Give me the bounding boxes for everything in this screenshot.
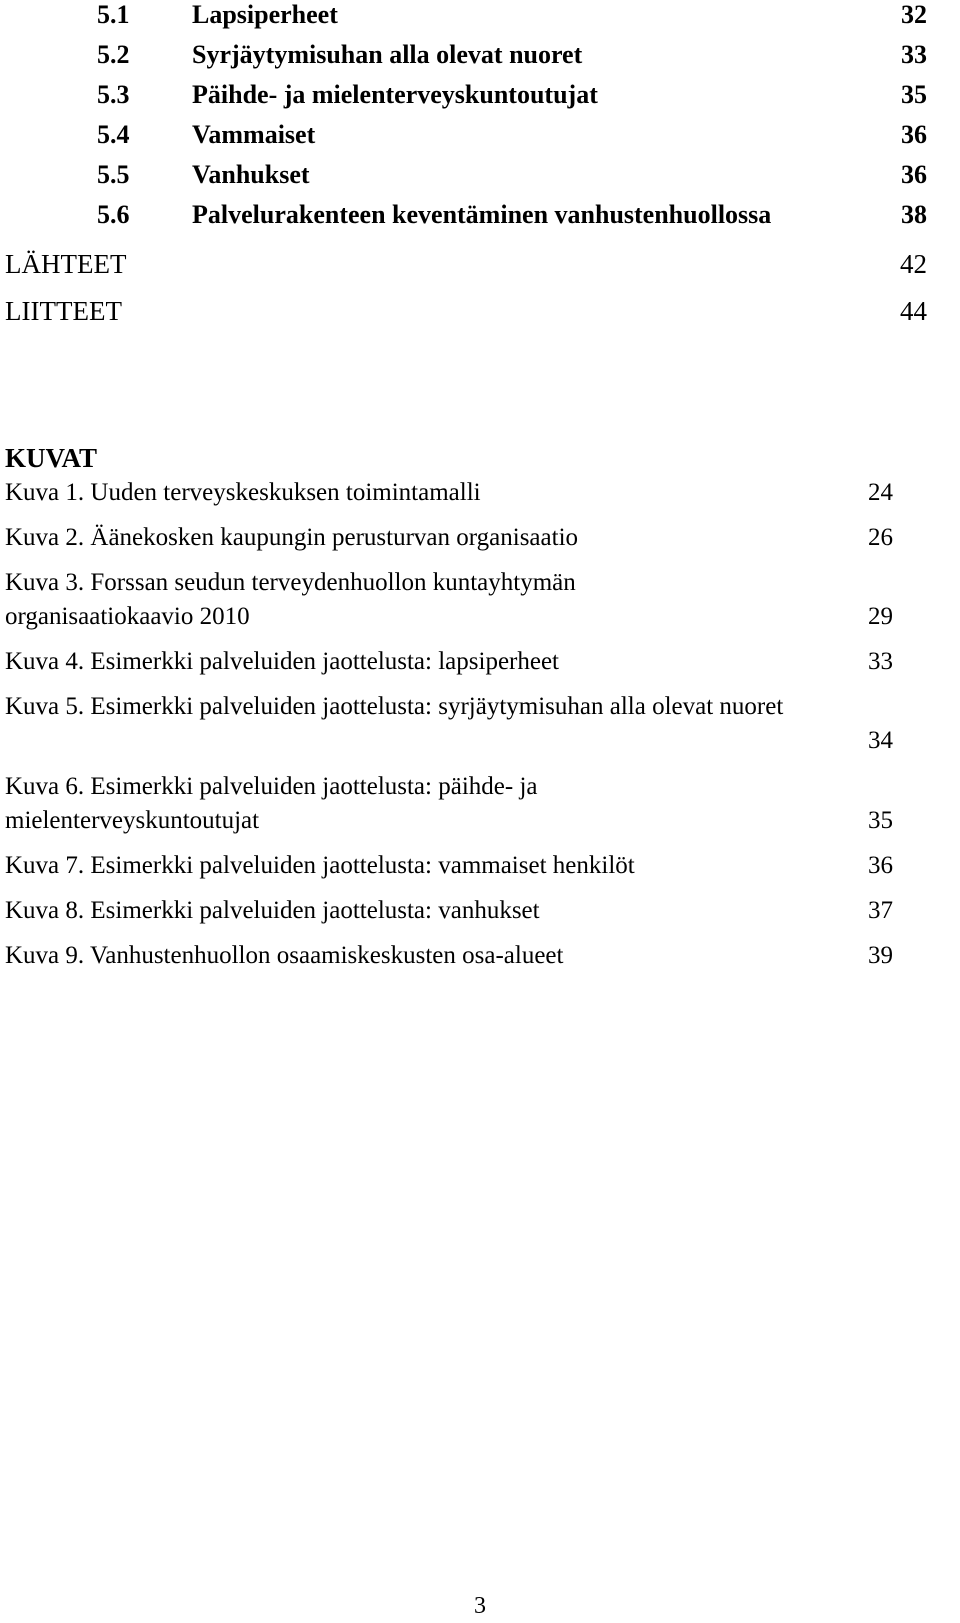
figure-entry-title: Kuva 5. Esimerkki palveluiden jaottelusta: syrjäytymisuhan alla olevat nuoret <box>5 693 784 720</box>
toc-entry-number: 5.3 <box>97 80 130 109</box>
figure-entry-title: Kuva 3. Forssan seudun terveydenhuollon kuntayhtymän organisaatiokaavio 2010 <box>5 569 576 630</box>
toc-entry-page: 36 <box>901 160 927 189</box>
toc-entry-page: 36 <box>901 120 927 149</box>
toc-entry-title: Syrjäytymisuhan alla olevat nuoret <box>192 40 583 69</box>
figures-heading: KUVAT <box>5 443 98 473</box>
toc-entry-liitteet[interactable] <box>5 295 927 331</box>
toc-entry-title: Palvelurakenteen keventäminen vanhustenhuollossa <box>192 200 772 229</box>
figure-entry-page: 35 <box>868 807 893 834</box>
toc-entry[interactable] <box>97 200 927 240</box>
figure-entry[interactable] <box>5 939 893 973</box>
figure-entry[interactable] <box>5 476 893 510</box>
toc-entry-page: 42 <box>900 249 927 279</box>
figure-entry-title: Kuva 8. Esimerkki palveluiden jaottelusta: vanhukset <box>5 897 540 924</box>
toc-entry-page: 44 <box>900 296 927 326</box>
figure-entry-page: 37 <box>868 897 893 924</box>
toc-entry[interactable] <box>97 40 927 80</box>
toc-entry-title: Vammaiset <box>192 120 316 149</box>
toc-entry-lahteet[interactable] <box>5 248 927 284</box>
figure-entry-page: 33 <box>868 648 893 675</box>
toc-entry-page: 33 <box>901 40 927 69</box>
figure-entry-page: 34 <box>868 727 893 754</box>
figure-entry-title: Kuva 9. Vanhustenhuollon osaamiskeskusten osa-alueet <box>5 942 564 969</box>
figure-entry-title: Kuva 4. Esimerkki palveluiden jaottelusta: lapsiperheet <box>5 648 560 675</box>
toc-entry-title: Vanhukset <box>192 160 310 189</box>
toc-entry[interactable] <box>97 160 927 200</box>
toc-entry[interactable] <box>97 80 927 120</box>
figure-entry-page: 24 <box>868 479 893 506</box>
figure-entry-title: Kuva 7. Esimerkki palveluiden jaottelusta: vammaiset henkilöt <box>5 852 635 879</box>
figure-entry[interactable] <box>5 690 893 758</box>
figure-entry-page: 29 <box>868 603 893 630</box>
figure-entry-page: 36 <box>868 852 893 879</box>
figure-entry-title: Kuva 6. Esimerkki palveluiden jaottelusta: päihde- ja mielenterveyskuntoutujat <box>5 773 538 834</box>
toc-entry-title: LIITTEET <box>5 296 122 326</box>
toc-entry[interactable] <box>97 0 927 40</box>
figure-entry-page: 39 <box>868 942 893 969</box>
toc-entry-title: Päihde- ja mielenterveyskuntoutujat <box>192 80 598 109</box>
toc-entry-number: 5.1 <box>97 0 130 29</box>
toc-entry-title: LÄHTEET <box>5 249 127 279</box>
figure-entry[interactable] <box>5 645 893 679</box>
figure-entry[interactable] <box>5 849 893 883</box>
figure-entry-title: Kuva 2. Äänekosken kaupungin perusturvan organisaatio <box>5 524 579 551</box>
figure-entry-page: 26 <box>868 524 893 551</box>
toc-entry-page: 38 <box>901 200 927 229</box>
toc-entry[interactable] <box>97 120 927 160</box>
toc-entry-number: 5.6 <box>97 200 130 229</box>
page-number: 3 <box>474 1593 486 1619</box>
toc-entry-number: 5.4 <box>97 120 130 149</box>
toc-entry-number: 5.2 <box>97 40 130 69</box>
figure-entry[interactable] <box>5 566 893 634</box>
toc-entry-page: 35 <box>901 80 927 109</box>
toc-entry-page: 32 <box>901 0 927 29</box>
toc-entry-title: Lapsiperheet <box>192 0 338 29</box>
figure-entry[interactable] <box>5 894 893 928</box>
figure-entry[interactable] <box>5 521 893 555</box>
figure-entry[interactable] <box>5 770 893 838</box>
toc-entry-number: 5.5 <box>97 160 130 189</box>
figure-entry-title: Kuva 1. Uuden terveyskeskuksen toimintamalli <box>5 479 481 506</box>
